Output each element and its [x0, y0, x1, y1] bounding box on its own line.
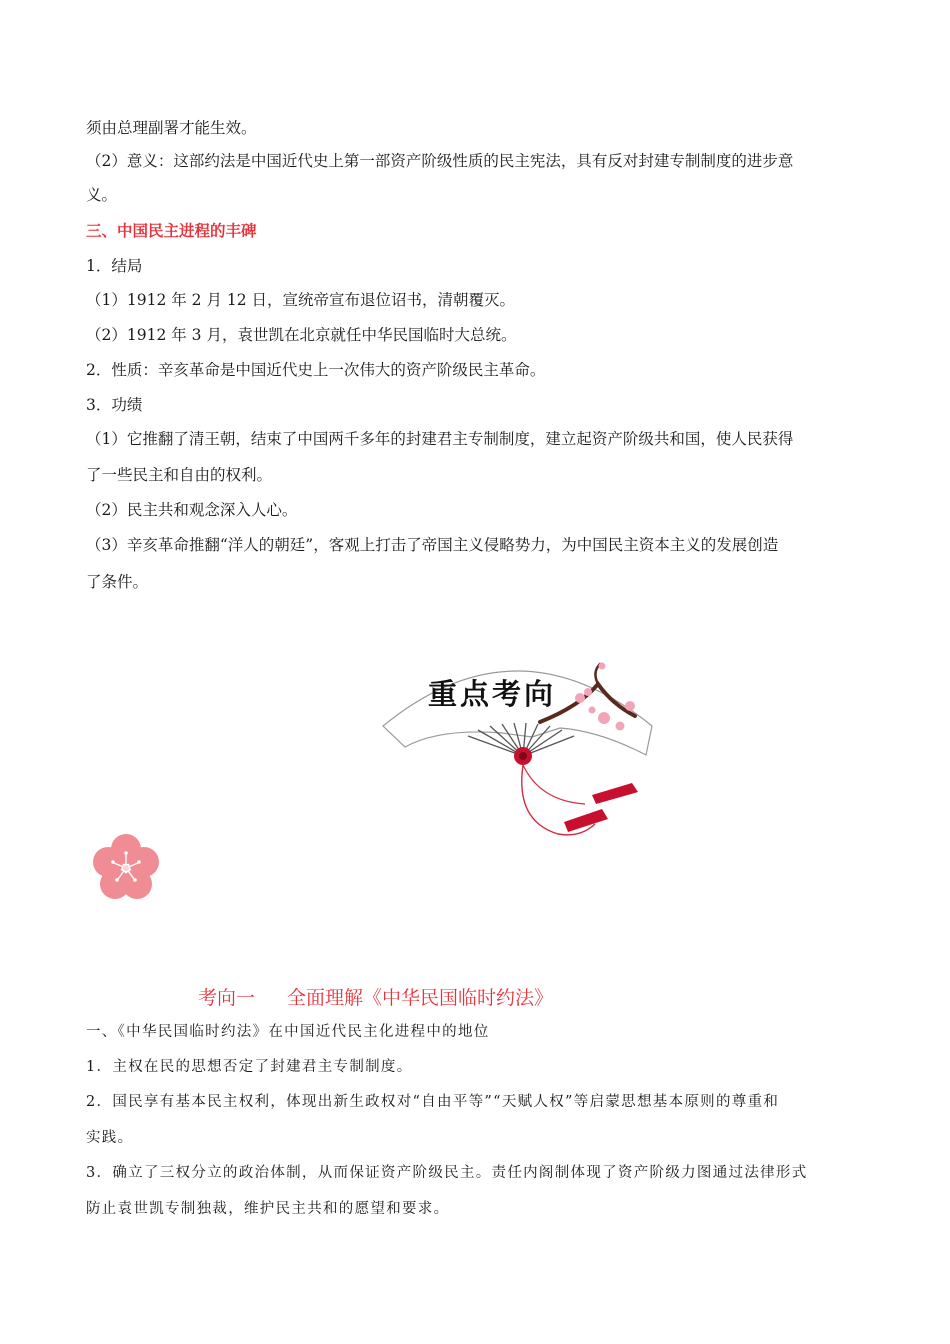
- text-line: 3．确立了三权分立的政治体制，从而保证资产阶级民主。责任内阁制体现了资产阶级力图通过法律形式: [86, 1165, 808, 1181]
- text-line: （1）1912 年 2 月 12 日，宣统帝宣布退位诏书，清朝覆灭。: [86, 291, 516, 309]
- text-line: 实践。: [86, 1130, 134, 1146]
- text-line: 了一些民主和自由的权利。: [86, 466, 273, 484]
- text-line: （1）它推翻了清王朝，结束了中国两千多年的封建君主专制制度，建立起资产阶级共和国，使人民获得: [86, 430, 794, 448]
- fan-banner-illustration: [380, 636, 655, 846]
- text-line: （2）民主共和观念深入人心。: [86, 501, 298, 519]
- tassel: [592, 783, 638, 804]
- text-line: （2）1912 年 3 月，袁世凯在北京就任中华民国临时大总统。: [86, 326, 517, 344]
- text-line: 3．功绩: [86, 396, 143, 414]
- text-line: （3）辛亥革命推翻“洋人的朝廷”，客观上打击了帝国主义侵略势力，为中国民主资本主义的发展创造: [86, 536, 779, 554]
- text-line: 了条件。: [86, 573, 149, 591]
- text-line: （2）意义：这部约法是中国近代史上第一部资产阶级性质的民主宪法，具有反对封建专制制度的进步意: [86, 152, 794, 170]
- text-line: 2．性质：辛亥革命是中国近代史上一次伟大的资产阶级民主革命。: [86, 361, 546, 379]
- text-line: 义。: [86, 186, 118, 204]
- text-line: 1．主权在民的思想否定了封建君主专制制度。: [86, 1059, 413, 1075]
- section-title-text: 全面理解《中华民国临时约法》: [287, 987, 554, 1009]
- text-line: 防止袁世凯专制独裁，维护民主共和的愿望和要求。: [86, 1201, 450, 1217]
- banner-title: 重点考向: [428, 677, 557, 711]
- text-line: 须由总理副署才能生效。: [86, 119, 257, 137]
- tassel: [564, 809, 608, 832]
- text-line: 1．结局: [86, 257, 143, 275]
- text-line: 一、《中华民国临时约法》在中国近代民主化进程中的地位: [86, 1024, 490, 1040]
- section-title: [198, 983, 553, 1010]
- section-heading: 三、中国民主进程的丰碑: [86, 221, 257, 240]
- text-line: 2．国民享有基本民主权利，体现出新生政权对“自由平等”“天赋人权”等启蒙思想基本原则的尊重和: [86, 1094, 780, 1110]
- section-label: 考向一: [198, 987, 256, 1009]
- plum-blossom-icon: [90, 832, 162, 904]
